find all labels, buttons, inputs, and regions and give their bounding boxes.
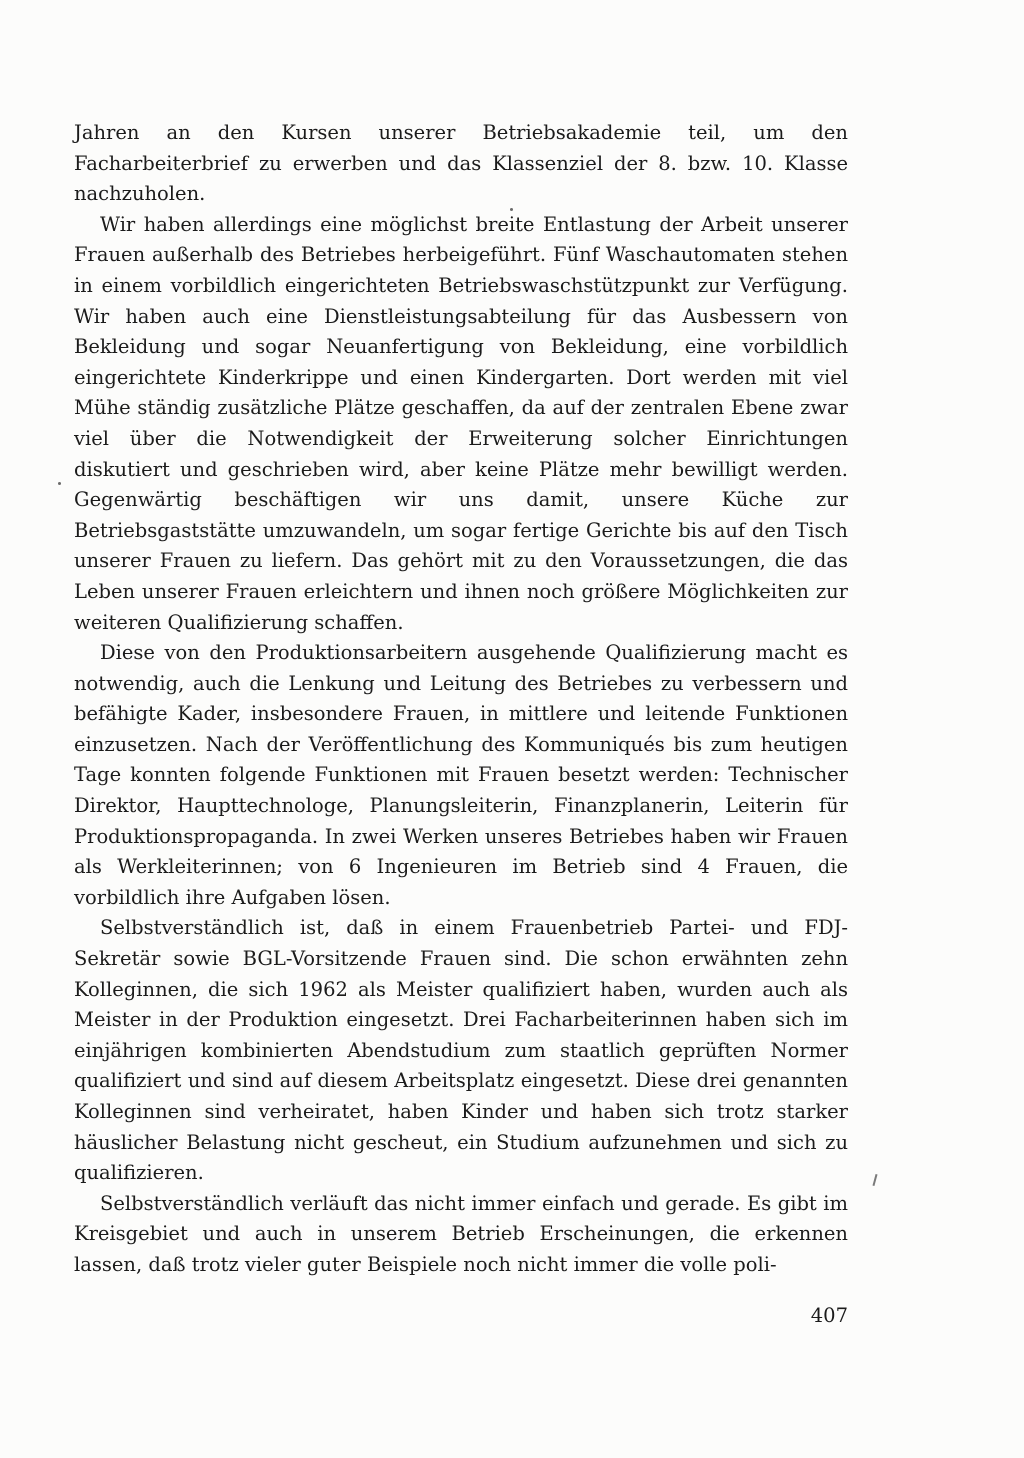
page-number: 407 xyxy=(810,1304,848,1327)
print-speck xyxy=(510,208,513,211)
paragraph-4: Selbstverständlich ist, daß in einem Frauenbetrieb Partei- und FDJ-Sekretär sowie BGL-Vorsitzende Frauen sind. Die schon erwähnten zehn Kolleginnen, die sich 1962 als Meister qualifiziert haben, wurden auch als Meister in der Produktion eingesetzt. Drei Facharbeiterinnen haben sich im einjährigen kombinierten Abendstudium zum staatlich geprüften Normer qualifiziert und sind auf diesem Arbeitsplatz eingesetzt. Diese drei genannten Kolleginnen sind verheiratet, haben Kinder und haben sich trotz starker häuslicher Belastung nicht gescheut, ein Studium aufzunehmen und sich zu qualifizieren. xyxy=(74,916,848,1185)
paragraph-1: Jahren an den Kursen unserer Betriebsakademie teil, um den Facharbeiterbrief zu erwerben und das Klassenziel der 8. bzw. 10. Klasse nachzuholen. xyxy=(74,121,848,206)
print-speck xyxy=(58,482,61,485)
margin-mark xyxy=(872,1174,877,1186)
paragraph-5: Selbstverständlich verläuft das nicht immer einfach und gerade. Es gibt im Kreisgebiet und auch in unserem Betrieb Erscheinungen, die erkennen lassen, daß trotz vieler guter Beispiele noch nicht immer die volle poli- xyxy=(74,1191,848,1276)
paragraph-2: Wir haben allerdings eine möglichst breite Entlastung der Arbeit unserer Frauen außerhalb des Betriebes herbeigeführt. Fünf Waschautomaten stehen in einem vorbildlich eingerichteten Betriebswaschstützpunkt zur Verfügung. Wir haben auch eine Dienstleistungsabteilung für das Ausbessern von Bekleidung und sogar Neuanfertigung von Bekleidung, eine vorbildlich eingerichtete Kinderkrippe und einen Kindergarten. Dort werden mit viel Mühe ständig zusätzliche Plätze geschaffen, da auf der zentralen Ebene zwar viel über die Notwendigkeit der Erweiterung solcher Einrichtungen diskutiert und geschrieben wird, aber keine Plätze mehr bewilligt werden. Gegenwärtig beschäftigen wir uns damit, unsere Küche zur Betriebsgaststätte umzuwandeln, um sogar fertige Gerichte bis auf den Tisch unserer Frauen zu liefern. Das gehört mit zu den Voraussetzungen, die das Leben unserer Frauen erleichtern und ihnen noch größere Möglichkeiten zur weiteren Qualifizierung schaffen. xyxy=(74,212,848,634)
body-text xyxy=(74,118,848,1281)
paragraph-3: Diese von den Produktionsarbeitern ausgehende Qualifizierung macht es notwendig, auch die Lenkung und Leitung des Betriebes zu verbessern und befähigte Kader, insbesondere Frauen, in mittlere und leitende Funktionen einzusetzen. Nach der Veröffentlichung des Kommuniqués bis zum heutigen Tage konnten folgende Funktionen mit Frauen besetzt werden: Technischer Direktor, Haupttechnologe, Planungsleiterin, Finanzplanerin, Leiterin für Produktionspropaganda. In zwei Werken unseres Betriebes haben wir Frauen als Werkleiterinnen; von 6 Ingenieuren im Betrieb sind 4 Frauen, die vorbildlich ihre Aufgaben lösen. xyxy=(74,641,848,909)
